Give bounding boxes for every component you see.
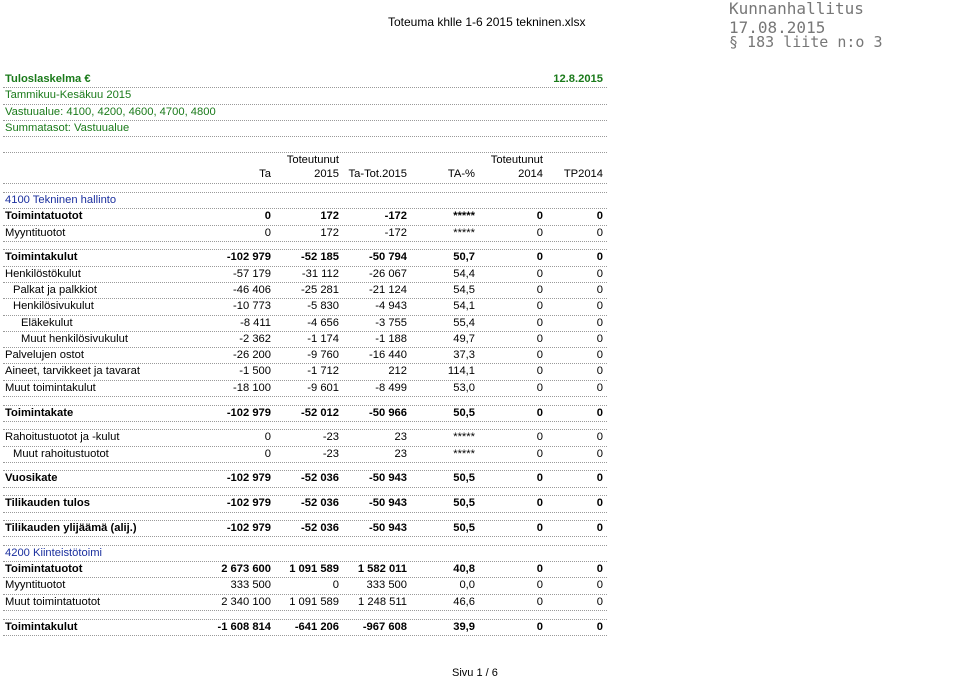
row-value: 0 — [596, 431, 603, 444]
row-value: 0 — [596, 472, 603, 485]
row-value: 37,3 — [453, 349, 475, 362]
table-row — [3, 267, 607, 283]
row-value: 46,6 — [453, 595, 475, 608]
col-tot2014-line1: Toteutunut — [490, 154, 543, 167]
table-row — [3, 406, 607, 422]
row-value: -172 — [384, 226, 407, 239]
row-label: Toimintatuotot — [5, 563, 83, 576]
table-row — [3, 209, 607, 225]
row-value: 0 — [596, 497, 603, 510]
spacer-row — [3, 184, 607, 193]
table-row — [3, 471, 607, 487]
row-value: 0 — [536, 595, 543, 608]
row-value: 0 — [536, 472, 543, 485]
spacer-row — [3, 137, 607, 153]
row-value: -16 440 — [369, 349, 407, 362]
file-name: Toteuma khlle 1-6 2015 tekninen.xlsx — [388, 15, 586, 29]
row-value: -52 036 — [301, 522, 339, 535]
row-value: 0 — [264, 447, 271, 460]
row-value: -25 281 — [301, 283, 339, 296]
page-footer: Sivu 1 / 6 — [452, 667, 498, 679]
row-value: 0 — [596, 349, 603, 362]
row-value: -172 — [384, 210, 407, 223]
section-heading-row — [3, 546, 607, 562]
row-label: Vuosikate — [5, 472, 58, 485]
row-value: -1 712 — [307, 365, 339, 378]
spacer-row — [3, 463, 607, 472]
row-label: Rahoitustuotot ja -kulut — [5, 431, 120, 444]
col-ta-pct: TA-% — [447, 168, 475, 181]
row-value: ***** — [453, 226, 475, 239]
row-value: -52 185 — [301, 251, 339, 264]
row-value: -1 608 814 — [217, 620, 271, 633]
row-value: 0 — [596, 251, 603, 264]
row-value: -102 979 — [226, 406, 271, 419]
row-label: Toimintakulut — [5, 620, 78, 633]
row-value: 0 — [536, 406, 543, 419]
row-value: -4 943 — [375, 300, 407, 313]
report-date: 12.8.2015 — [553, 73, 603, 85]
row-value: 0 — [596, 316, 603, 329]
table-row — [3, 447, 607, 463]
row-value: 333 500 — [230, 579, 271, 592]
row-label: Toimintakate — [5, 406, 74, 419]
row-value: ***** — [453, 431, 475, 444]
row-value: 0 — [332, 579, 339, 592]
col-ta-tot: Ta-Tot.2015 — [348, 168, 407, 181]
row-label: Palkat ja palkkiot — [13, 283, 97, 296]
row-value: 0 — [536, 563, 543, 576]
row-value: 54,1 — [453, 300, 475, 313]
meeting-stamp: Kunnanhallitus 17.08.2015 — [729, 0, 864, 37]
row-value: 1 582 011 — [357, 563, 407, 576]
spacer-row — [3, 513, 607, 522]
row-value: -102 979 — [226, 522, 271, 535]
row-value: -641 206 — [294, 620, 339, 633]
row-value: 0 — [596, 620, 603, 633]
row-value: 0 — [536, 210, 543, 223]
col-tot2015 — [287, 153, 339, 181]
row-value: 50,5 — [453, 406, 475, 419]
row-label: Muut rahoitustuotot — [13, 447, 109, 460]
table-row — [3, 430, 607, 446]
row-value: -10 773 — [233, 300, 271, 313]
row-value: 0 — [536, 283, 543, 296]
row-value: -23 — [322, 447, 339, 460]
row-value: 0 — [536, 522, 543, 535]
col-tp2014: TP2014 — [563, 168, 603, 181]
row-value: 0 — [264, 226, 271, 239]
row-value: 50,7 — [453, 251, 475, 264]
table-row — [3, 226, 607, 242]
row-value: 0 — [596, 563, 603, 576]
row-value: -9 760 — [307, 349, 339, 362]
row-value: 172 — [320, 226, 339, 239]
row-value: 39,9 — [453, 620, 475, 633]
report-summatasot: Summatasot: Vastuualue — [5, 121, 130, 134]
report-vastuualue: Vastuualue: 4100, 4200, 4600, 4700, 4800 — [5, 105, 216, 118]
table-row — [3, 348, 607, 364]
spacer-row — [3, 611, 607, 620]
row-value: 333 500 — [366, 579, 407, 592]
row-value: 0,0 — [459, 579, 475, 592]
table-row — [3, 250, 607, 266]
row-value: -102 979 — [226, 251, 271, 264]
row-label: Palvelujen ostot — [5, 349, 84, 362]
row-value: 0 — [536, 349, 543, 362]
row-value: 0 — [596, 300, 603, 313]
row-value: -50 943 — [369, 472, 407, 485]
row-value: 49,7 — [453, 332, 475, 345]
table-row — [3, 620, 607, 636]
row-value: -102 979 — [226, 497, 271, 510]
table-row — [3, 316, 607, 332]
row-value: 0 — [596, 595, 603, 608]
row-value: 0 — [596, 283, 603, 296]
row-value: 53,0 — [453, 381, 475, 394]
table-row — [3, 595, 607, 611]
row-value: -46 406 — [233, 283, 271, 296]
row-value: 0 — [596, 381, 603, 394]
table-row — [3, 578, 607, 594]
col-tot2015-line1: Toteutunut — [286, 154, 339, 167]
row-value: 1 248 511 — [358, 595, 407, 608]
row-value: -50 966 — [369, 406, 407, 419]
row-value: 212 — [388, 365, 407, 378]
row-value: -52 036 — [301, 497, 339, 510]
row-value: 0 — [536, 447, 543, 460]
row-label: Aineet, tarvikkeet ja tavarat — [5, 365, 140, 378]
spacer-row — [3, 397, 607, 406]
row-value: -50 943 — [369, 522, 407, 535]
row-value: -23 — [322, 431, 339, 444]
row-value: 0 — [536, 226, 543, 239]
appendix-label: § 183 liite n:o 3 — [729, 33, 883, 51]
row-value: -5 830 — [307, 300, 339, 313]
row-value: -31 112 — [301, 267, 339, 280]
row-value: 1 091 589 — [289, 595, 339, 608]
spacer-row — [3, 488, 607, 497]
row-value: -18 100 — [233, 381, 271, 394]
row-value: 1 091 589 — [289, 563, 339, 576]
row-value: -102 979 — [226, 472, 271, 485]
row-value: 40,8 — [453, 563, 475, 576]
row-value: 0 — [596, 447, 603, 460]
spacer-row — [3, 242, 607, 251]
row-label: Muut toimintatuotot — [5, 595, 101, 608]
report-sheet — [3, 58, 607, 636]
row-value: -21 124 — [369, 283, 407, 296]
row-label: Henkilöstökulut — [5, 267, 81, 280]
row-value: -52 036 — [301, 472, 339, 485]
section-heading: 4100 Tekninen hallinto — [5, 193, 117, 206]
row-label: Toimintakulut — [5, 251, 78, 264]
row-value: 0 — [536, 316, 543, 329]
row-value: 0 — [536, 579, 543, 592]
row-value: ***** — [453, 210, 475, 223]
row-value: -2 362 — [239, 332, 271, 345]
row-value: 50,5 — [453, 497, 475, 510]
table-row — [3, 521, 607, 537]
column-header-row — [3, 153, 607, 184]
section-heading: 4200 Kiinteistötoimi — [5, 546, 103, 559]
report-summatasot-row — [3, 121, 607, 137]
table-row — [3, 562, 607, 578]
row-value: 0 — [536, 267, 543, 280]
col-tot2014-line2: 2014 — [518, 168, 543, 181]
row-value: 0 — [596, 210, 603, 223]
row-value: -1 500 — [239, 365, 271, 378]
row-value: 2 673 600 — [221, 563, 271, 576]
row-value: 50,5 — [453, 522, 475, 535]
row-label: Tilikauden ylijäämä (alij.) — [5, 522, 137, 535]
col-tot2015-line2: 2015 — [314, 168, 339, 181]
row-value: -4 656 — [307, 316, 339, 329]
col-ta: Ta — [259, 168, 271, 181]
row-value: -50 943 — [369, 497, 407, 510]
sections-container — [3, 193, 607, 636]
table-row — [3, 332, 607, 348]
row-value: 0 — [596, 332, 603, 345]
row-value: -9 601 — [307, 381, 339, 394]
row-value: 0 — [596, 522, 603, 535]
row-value: 0 — [264, 210, 271, 223]
table-row — [3, 283, 607, 299]
row-value: 0 — [596, 267, 603, 280]
table-row — [3, 299, 607, 315]
row-value: 114,1 — [447, 365, 475, 378]
row-value: 0 — [596, 406, 603, 419]
row-label: Henkilösivukulut — [13, 300, 94, 313]
row-value: 23 — [394, 431, 407, 444]
row-value: -52 012 — [301, 406, 339, 419]
table-row — [3, 381, 607, 397]
row-label: Myyntituotot — [5, 226, 66, 239]
table-row — [3, 364, 607, 380]
row-label: Muut toimintakulut — [5, 381, 96, 394]
spacer-row — [3, 537, 607, 546]
row-value: 0 — [536, 381, 543, 394]
row-value: 0 — [536, 497, 543, 510]
row-label: Eläkekulut — [21, 316, 73, 329]
row-value: -50 794 — [369, 251, 407, 264]
row-value: 0 — [596, 579, 603, 592]
row-value: 0 — [536, 251, 543, 264]
row-value: ***** — [453, 447, 475, 460]
table-row — [3, 496, 607, 512]
row-value: 0 — [596, 365, 603, 378]
row-value: 23 — [394, 447, 407, 460]
row-value: 50,5 — [453, 472, 475, 485]
spacer-row — [3, 422, 607, 431]
row-value: -8 499 — [375, 381, 407, 394]
row-value: 0 — [536, 332, 543, 345]
row-value: -1 174 — [307, 332, 339, 345]
row-label: Tilikauden tulos — [5, 497, 90, 510]
report-period-row — [3, 88, 607, 104]
row-value: 2 340 100 — [221, 595, 271, 608]
col-tot2014 — [491, 153, 543, 181]
row-label: Myyntituotot — [5, 579, 66, 592]
row-value: 0 — [536, 300, 543, 313]
row-value: 55,4 — [453, 316, 475, 329]
row-label: Toimintatuotot — [5, 210, 83, 223]
section-heading-row — [3, 193, 607, 209]
row-value: -26 067 — [369, 267, 407, 280]
row-value: 54,5 — [453, 283, 475, 296]
row-value: 0 — [536, 620, 543, 633]
row-value: 0 — [596, 226, 603, 239]
row-value: -3 755 — [375, 316, 407, 329]
report-title: Tuloslaskelma € — [5, 73, 91, 85]
row-value: 0 — [264, 431, 271, 444]
row-value: -1 188 — [375, 332, 407, 345]
report-vastuualue-row — [3, 105, 607, 121]
row-value: -26 200 — [233, 349, 271, 362]
row-value: 0 — [536, 365, 543, 378]
row-value: 0 — [536, 431, 543, 444]
row-value: 172 — [320, 210, 339, 223]
report-period: Tammikuu-Kesäkuu 2015 — [5, 89, 132, 102]
row-value: -967 608 — [362, 620, 407, 633]
row-value: -57 179 — [233, 267, 271, 280]
report-title-row — [3, 72, 607, 88]
row-label: Muut henkilösivukulut — [21, 332, 128, 345]
row-value: 54,4 — [453, 267, 475, 280]
row-value: -8 411 — [240, 316, 271, 329]
